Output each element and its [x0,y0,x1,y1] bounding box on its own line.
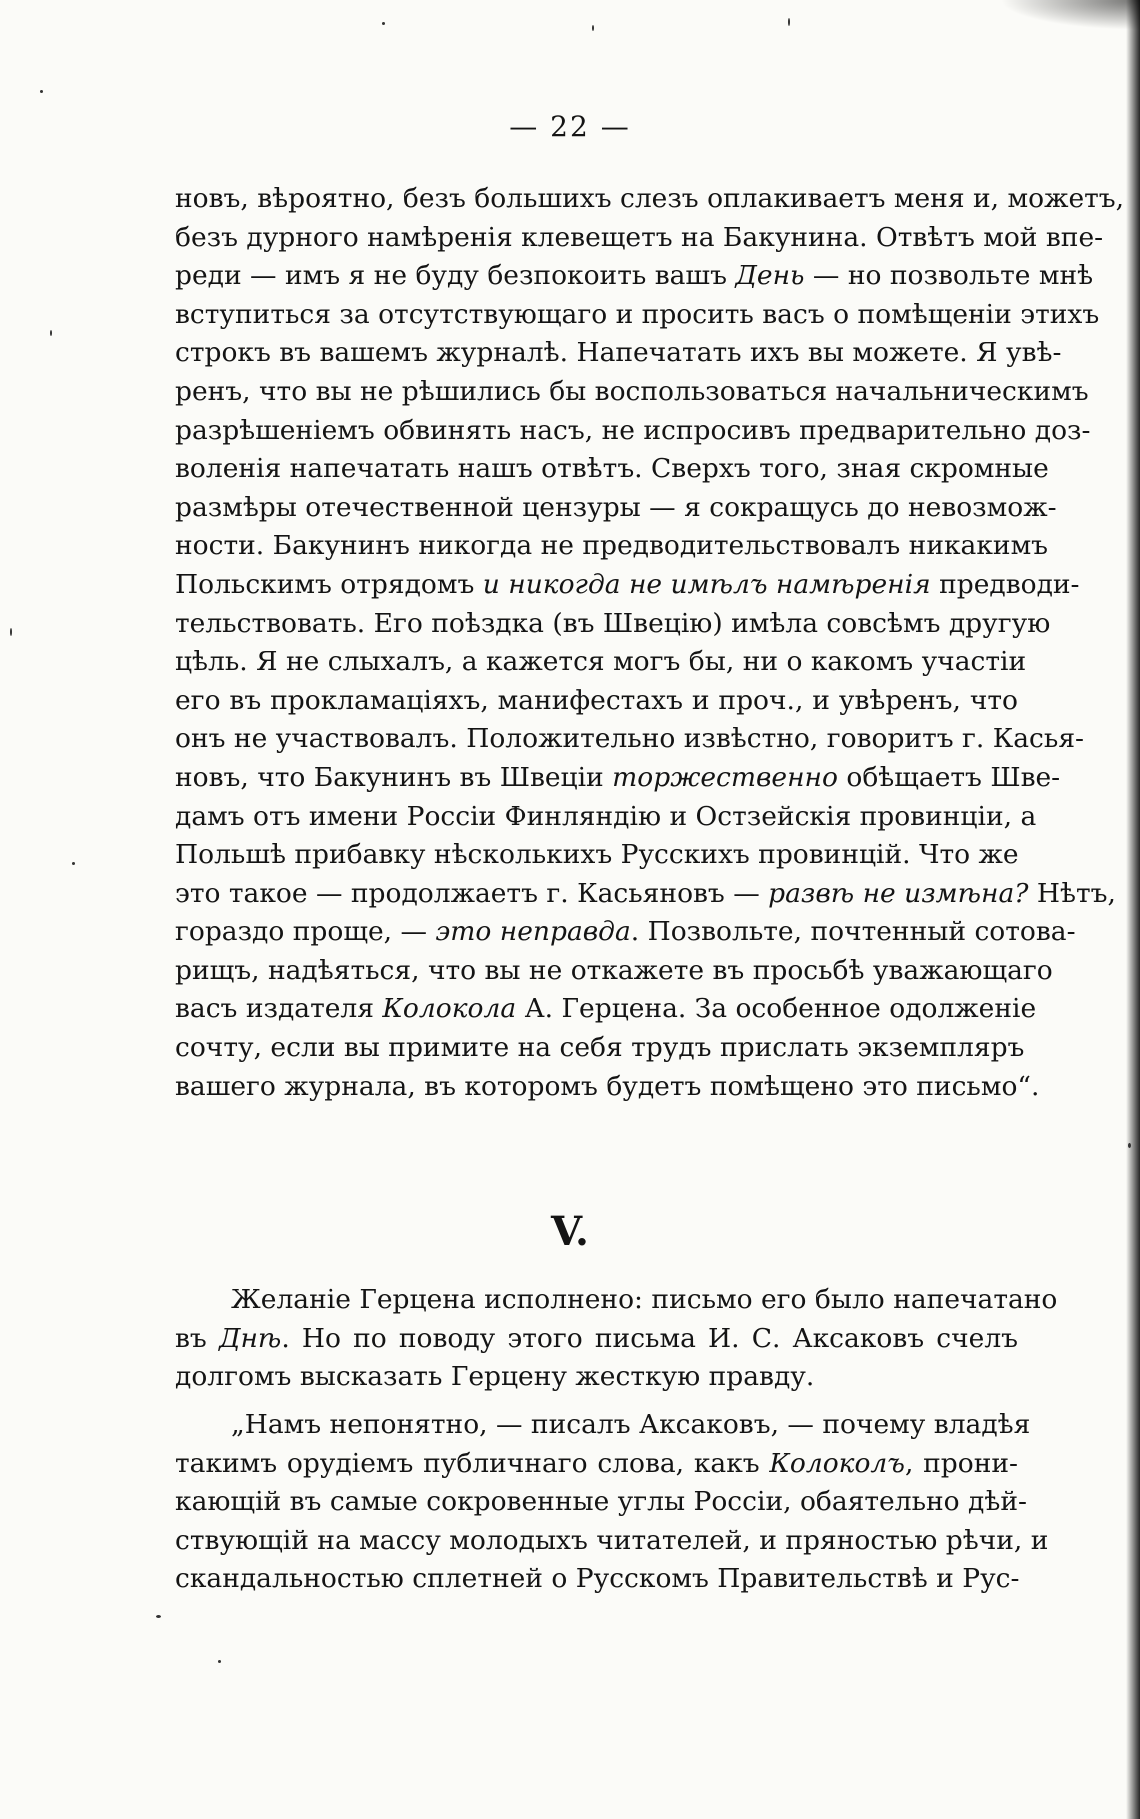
text-line: размѣры отечественной цензуры — я сокращусь до невозмож- [175,491,1057,523]
text-line: Польшѣ прибавку нѣсколькихъ Русскихъ провинцій. Что же [175,839,1019,871]
text-line: тельствовать. Его поѣздка (въ Швецію) имѣла совсѣмъ другую [175,607,1051,639]
text-line: дамъ отъ имени Россіи Финляндію и Остзейскія провинціи, а [175,800,1037,832]
text-line: гораздо проще, — это неправда. Позвольте, почтенный сотова- [175,916,1076,948]
paragraph-herzen-letter [175,180,1125,1106]
text-line: новъ, вѣроятно, безъ большихъ слезъ оплакиваетъ меня и, можетъ, [175,183,1125,214]
text-line: долгомъ высказать Герцену жесткую правду. [175,1361,815,1393]
section-heading: V. [551,1208,589,1255]
text-line: онъ не участвовалъ. Положительно извѣстно, говоритъ г. Касья- [175,723,1084,755]
paragraph-letter-published [175,1281,1058,1397]
scan-speck [788,18,790,26]
scan-speck [156,1615,161,1618]
text-line: кающій въ самые сокровенные углы Россіи, обаятельно дѣй- [175,1486,1027,1518]
scan-speck [1128,1143,1131,1148]
text-line: вступиться за отсутствующаго и просить васъ о помѣщеніи этихъ [175,298,1100,330]
scan-speck [218,1660,221,1663]
scan-speck [50,330,52,336]
text-line: строкъ въ вашемъ журналѣ. Напечатать ихъ вы можете. Я увѣ- [175,337,1062,369]
text-line: это такое — продолжаетъ г. Касьяновъ — развѣ не измѣна? Нѣтъ, [175,877,1116,909]
text-line: „Намъ непонятно, — писалъ Аксаковъ, — почему владѣя [231,1409,1031,1440]
text-line: ренъ, что вы не рѣшились бы воспользоваться начальническимъ [175,375,1089,407]
text-line: рищъ, надѣяться, что вы не откажете въ просьбѣ уважающаго [175,954,1053,986]
text-line: цѣль. Я не слыхалъ, а кажется могъ бы, ни о какомъ участіи [175,646,1027,678]
text-line: новъ, что Бакунинъ въ Швеціи торжественно обѣщаетъ Шве- [175,761,1061,793]
text-line: вашего журнала, въ которомъ будетъ помѣщено это письмо“. [175,1070,1040,1102]
page-number: — 22 — [509,110,631,143]
text-line: скандальностью сплетней о Русскомъ Правительствѣ и Рус- [175,1563,1020,1595]
text-line: его въ прокламаціяхъ, манифестахъ и проч., и увѣренъ, что [175,684,1018,716]
scan-speck [10,628,12,636]
text-line: реди — имъ я не буду безпокоить вашъ День — но позвольте мнѣ [175,260,1094,292]
text-line: васъ издателя Колокола А. Герцена. За особенное одолженіе [175,993,1037,1025]
page-edge-shadow [1126,0,1140,1819]
scan-speck [72,862,75,865]
paragraph-aksakov-quote [175,1406,1049,1599]
text-line: Желаніе Герцена исполнено: письмо его было напечатано [231,1284,1058,1315]
page-corner-shadow [1000,0,1140,30]
text-line: разрѣшеніемъ обвинять насъ, не испросивъ предварительно доз- [175,414,1091,446]
scan-speck [592,25,594,31]
text-line: такимъ орудіемъ публичнаго слова, какъ Колоколъ, прони- [175,1447,1018,1479]
text-line: ности. Бакунинъ никогда не предводительствовалъ никакимъ [175,530,1049,562]
scan-speck [382,22,385,25]
text-line: безъ дурного намѣренія клевещетъ на Бакунина. Отвѣтъ мой впе- [175,221,1104,253]
text-line: Польскимъ отрядомъ и никогда не имѣлъ намѣренія предводи- [175,568,1080,600]
text-line: въ Днѣ. Но по поводу этого письма И. С. Аксаковъ счелъ [175,1322,1019,1354]
text-line: сочту, если вы примите на себя трудъ прислать экземпляръ [175,1032,1025,1064]
text-line: ствующій на массу молодыхъ читателей, и пряностью рѣчи, и [175,1524,1049,1556]
scan-speck [40,90,43,93]
text-line: воленія напечатать нашъ отвѣтъ. Сверхъ того, зная скромные [175,453,1049,485]
